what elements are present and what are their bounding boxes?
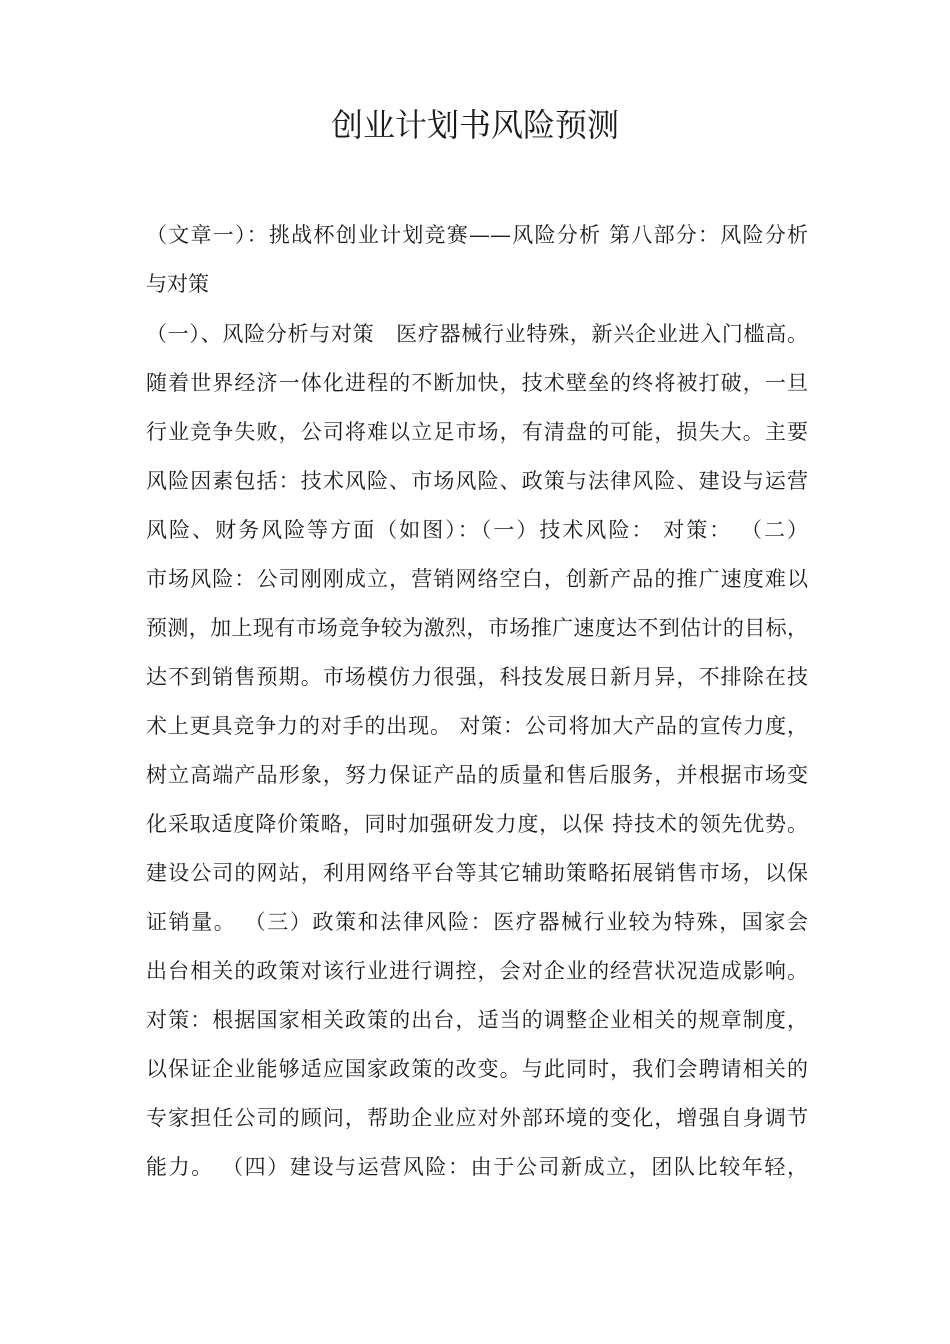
text-line: 以保证企业能够适应国家政策的改变。与此同时，我们会聘请相关的: [146, 1057, 808, 1081]
text-line: 预测，加上现有市场竞争较为激烈，市场推广速度达不到估计的目标，: [146, 616, 808, 640]
paragraph-intro: [146, 211, 808, 309]
text-line: （一）、风险分析与对策 医疗器械行业特殊，新兴企业进入门槛高。: [146, 322, 808, 346]
document-title: 创业计划书风险预测: [330, 106, 619, 144]
text-line: 树立高端产品形象，努力保证产品的质量和售后服务，并根据市场变: [146, 763, 808, 787]
text-line: 出台相关的政策对该行业进行调控，会对企业的经营状况造成影响。: [146, 959, 808, 983]
text-line: 与对策: [146, 272, 209, 296]
text-line: 风险、财务风险等方面（如图）：（一）技术风险： 对策： （二）: [146, 518, 808, 542]
text-line: 能力。 （四）建设与运营风险：由于公司新成立，团队比较年轻，: [146, 1155, 808, 1179]
text-line: 建设公司的网站，利用网络平台等其它辅助策略拓展销售市场，以保: [146, 861, 808, 885]
text-line: 风险因素包括：技术风险、市场风险、政策与法律风险、建设与运营: [146, 469, 808, 493]
text-line: 随着世界经济一体化进程的不断加快，技术壁垒的终将被打破，一旦: [146, 371, 808, 395]
text-line: 专家担任公司的顾问，帮助企业应对外部环境的变化，增强自身调节: [146, 1106, 808, 1130]
text-line: 术上更具竞争力的对手的出现。 对策：公司将加大产品的宣传力度，: [146, 714, 808, 738]
text-line: 达不到销售预期。市场模仿力很强，科技发展日新月异，不排除在技: [146, 665, 808, 689]
text-line: 市场风险：公司刚刚成立，营销网络空白，创新产品的推广速度难以: [146, 567, 808, 591]
text-line: 行业竞争失败，公司将难以立足市场，有清盘的可能，损失大。主要: [146, 420, 808, 444]
paragraph-main: [146, 310, 808, 1192]
text-line: 对策：根据国家相关政策的出台，适当的调整企业相关的规章制度，: [146, 1008, 808, 1032]
text-line: 化采取适度降价策略，同时加强研发力度，以保 持技术的领先优势。: [146, 812, 808, 836]
text-line: 证销量。 （三）政策和法律风险：医疗器械行业较为特殊，国家会: [146, 910, 808, 934]
text-line: （文章一）：挑战杯创业计划竞赛——风险分析 第八部分：风险分析: [146, 223, 808, 247]
